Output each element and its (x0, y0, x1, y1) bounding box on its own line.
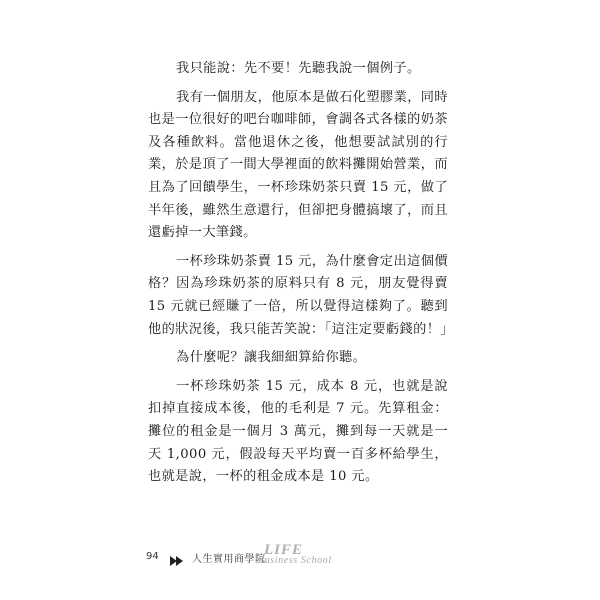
series-title: 人生實用商學院 (192, 554, 266, 565)
body-text (148, 50, 454, 495)
paragraph: 我只能說：先不要！先聽我說一個例子。 (176, 61, 421, 76)
logo-word: LIFE (264, 542, 304, 558)
page-number: 94 (146, 551, 159, 562)
double-arrow-icon (170, 551, 188, 561)
paragraph: 一杯珍珠奶茶賣 15 元，為什麼會定出這個價格？因為珍珠奶茶的原料只有 8 元，朋友覺得賣 15 元就已經賺了一倍，所以覺得這樣夠了。聽到他的狀況後，我只能苦笑說：「這注定要虧錢的！」 (148, 253, 454, 337)
page-footer (146, 542, 466, 570)
paragraph: 我有一個朋友，他原本是做石化塑膠業，同時也是一位很好的吧台咖啡師，會調各式各樣的奶茶及各種飲料。當他退休之後，他想要試試別的行業，於是頂了一間大學裡面的飲料攤開始營業，而且為了回饋學生，一杯珍珠奶茶只賣 15 元，做了半年後，雖然生意還行，但卻把身體搞壞了，而且還虧掉一大筆錢。 (148, 89, 448, 241)
paragraph: 一杯珍珠奶茶 15 元，成本 8 元，也就是說扣掉直接成本後，他的毛利是 7 元。先算租金：攤位的租金是一個月 3 萬元，攤到每一天就是一天 1,000 元，假設每天平均賣一百多杯給學生，也就是說，一杯的租金成本是 10 元。 (148, 378, 448, 485)
paragraph: 為什麼呢？讓我細細算給你聽。 (176, 350, 367, 366)
life-business-school-logo (258, 542, 408, 570)
logo-subtitle: Business School (258, 555, 332, 566)
